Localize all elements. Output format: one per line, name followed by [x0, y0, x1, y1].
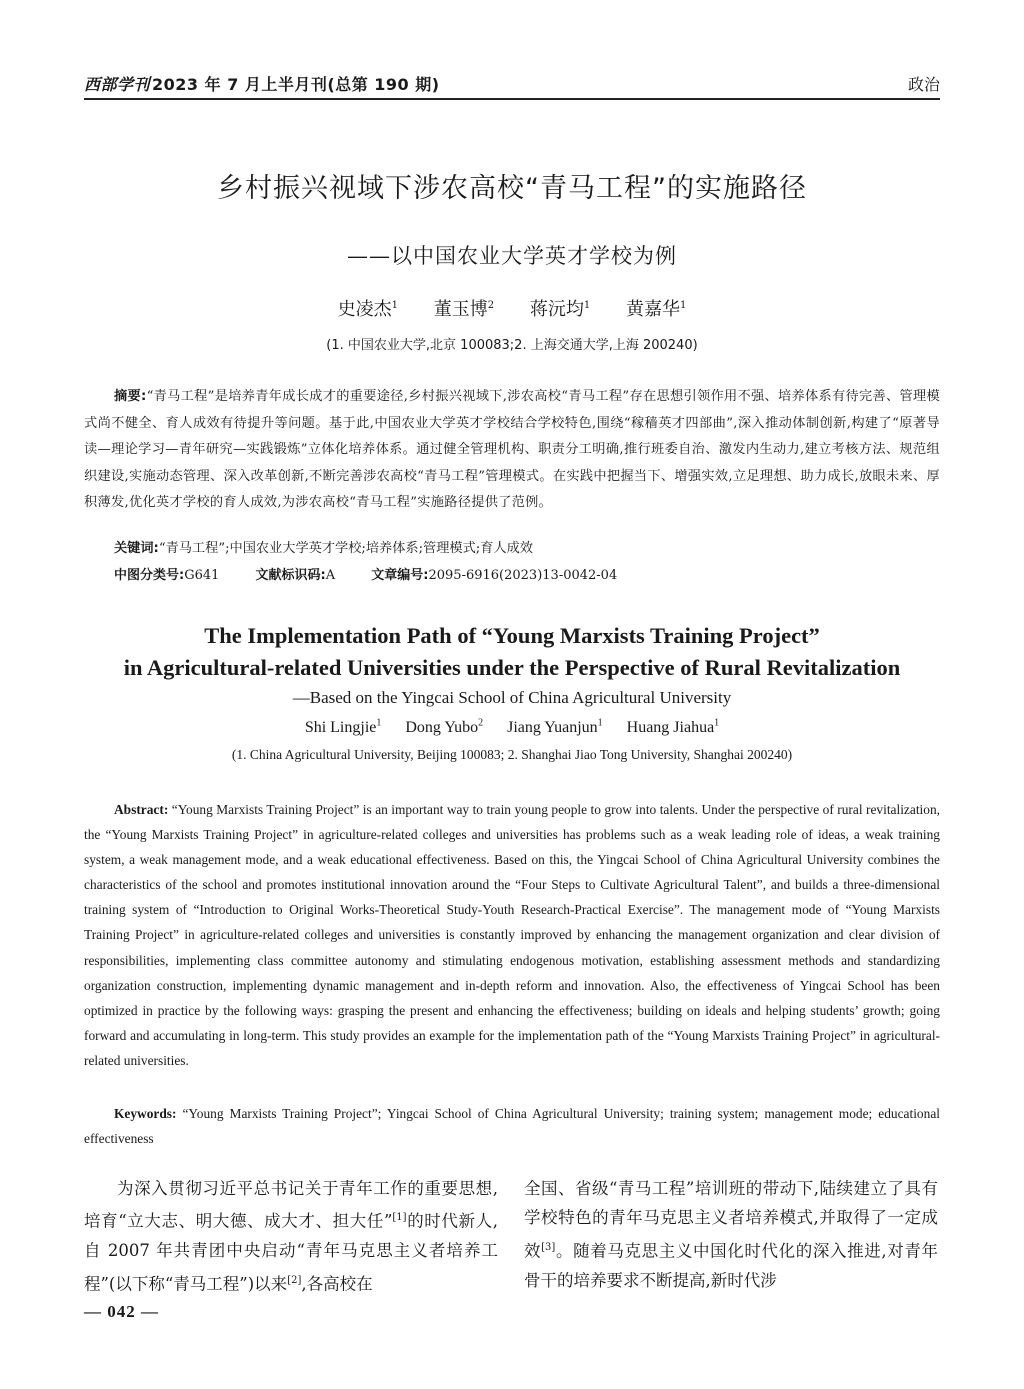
author-aff: 1	[376, 718, 382, 729]
subtitle-en: —Based on the Yingcai School of China Agricultural University	[292, 688, 732, 707]
document-code	[256, 568, 336, 583]
abstract-cn	[84, 384, 940, 517]
body-text: ,各高校在	[301, 1274, 373, 1294]
keywords-en-label: Keywords:	[114, 1106, 177, 1121]
abstract-cn-text: “青马工程”是培养青年成长成才的重要途径,乡村振兴视域下,涉农高校“青马工程”存在思想引领作用不强、培养体系有待完善、管理模式尚不健全、育人成效有待提升等问题。基于此,中国农业大学英才学校结合学校特色,围绕“稼穑英才四部曲”,深入推动体制创新,构建了“原著导读—理论学习—青年研究—实践锻炼”立体化培养体系。通过健全管理机构、职责分工明确,推行班委自治、激发内生动力,建立考核方法、规范组织建设,实施动态管理、深入改革创新,不断完善涉农高校“青马工程”管理模式。在实践中把握当下、增强实效,立足理想、助力成长,放眼未来、厚积薄发,优化英才学校的育人成效,为涉农高校“青马工程”实施路径提供了范例。	[84, 389, 940, 510]
author-aff: 1	[391, 300, 399, 311]
title-cn: 乡村振兴视域下涉农高校“青马工程”的实施路径	[217, 173, 807, 204]
author-en	[405, 719, 483, 736]
section-label: 政治	[907, 75, 940, 94]
abstract-en	[84, 797, 940, 1073]
abstract-cn-label: 摘要:	[114, 389, 147, 404]
author-name: 蒋沅均	[529, 299, 584, 320]
affiliations-cn: (1. 中国农业大学,北京 100083;2. 上海交通大学,上海 200240)	[326, 338, 698, 353]
author-aff: 1	[714, 718, 720, 729]
author-aff: 1	[597, 718, 603, 729]
body-text: 全国、省级“青马工程”培训班的带动下,陆续建立了具有学校特色的青年马克思主义者培养模式,并取得了一定成效	[524, 1179, 938, 1261]
author-en	[627, 719, 720, 736]
body-column-left	[84, 1174, 498, 1299]
author-aff: 2	[487, 300, 495, 311]
article-value: 2095-6916(2023)13-0042-04	[428, 568, 618, 583]
running-header	[84, 72, 940, 100]
article-label: 文章编号:	[371, 568, 429, 583]
clc-label: 中图分类号:	[114, 568, 185, 583]
author-cn	[338, 299, 398, 320]
clc-value: G641	[184, 568, 220, 583]
author-en	[507, 719, 603, 736]
title-en	[0, 620, 1024, 684]
affiliations-en: (1. China Agricultural University, Beijing 100083; 2. Shanghai Jiao Tong University, Shanghai 200240)	[231, 747, 793, 762]
title-en-line1: The Implementation Path of “Young Marxists Training Project”	[204, 623, 820, 648]
article-number	[371, 568, 617, 583]
authors-cn	[0, 295, 1024, 321]
author-name: 董玉博	[433, 299, 488, 320]
keywords-cn-label: 关键词:	[114, 541, 159, 556]
keywords-en-text: “Young Marxists Training Project”; Yingcai School of China Agricultural University; training system; management mode; educational effectiveness	[84, 1106, 940, 1146]
body-text: 。随着马克思主义中国化时代化的深入推进,对青年骨干的培养要求不断提高,新时代涉	[524, 1241, 939, 1290]
issue-label: 2023 年 7 月上半月刊(总第 190 期)	[152, 75, 440, 94]
authors-en	[0, 718, 1024, 737]
body-column-right	[524, 1174, 938, 1295]
author-name: Shi Lingjie	[304, 719, 377, 737]
journal-issue-info	[84, 72, 440, 95]
citation-ref[interactable]: [2]	[287, 1274, 302, 1286]
abstract-en-text: “Young Marxists Training Project” is an important way to train young people to grow into talents. Under the perspective of rural revitalization, the “Young Marxists Training Project” in agriculture-related colleges and universities has problems such as a weak leading role of ideas, a weak training system, a weak management mode, and a weak educational effectiveness. Based on this, the Yingcai School of China Agricultural University combines the characteristics of the school and promotes institutional innovation around the “Four Steps to Cultivate Agricultural Talent”, and builds a three-dimensional training system of “Introduction to Original Works-Theoretical Study-Youth Research-Practical Exercise”. The management mode of “Young Marxists Training Project” in agriculture-related colleges and universities is constantly improved by enhancing the management organization and clear division of responsibilities, implementing class committee autonomy and stimulating endogenous motivation, establishing assessment methods and standardizing organization construction, implementing dynamic management and in-depth reform and innovation. Also, the effectiveness of Yingcai School has been optimized in practice by the following ways: grasping the present and enhancing the effectiveness; building on ideals and helping students’ growth; going forward and accumulating in long-term. This study provides an example for the implementation path of the “Young Marxists Training Project” in agricultural-related universities.	[84, 802, 940, 1068]
subtitle-cn: ——以中国农业大学英才学校为例	[347, 244, 677, 268]
page-number: — 042 —	[84, 1302, 159, 1321]
clc-number	[114, 568, 219, 583]
author-name: 黄嘉华	[625, 299, 680, 320]
body-text: 的时代新人,自 2007 年共青团中央启动“青年马克思主义者培养工程”(以下称“青马工程”)以来	[84, 1211, 498, 1294]
author-name: Dong Yubo	[405, 719, 479, 737]
author-aff: 2	[478, 718, 484, 729]
author-cn	[626, 299, 686, 320]
keywords-cn-text: “青马工程”;中国农业大学英才学校;培养体系;管理模式;育人成效	[158, 541, 533, 556]
keywords-cn	[84, 538, 940, 560]
citation-ref[interactable]: [3]	[541, 1241, 556, 1253]
header-divider	[84, 98, 940, 100]
author-name: 史凌杰	[337, 299, 392, 320]
author-cn	[434, 299, 494, 320]
doc-value: A	[325, 568, 336, 583]
author-name: Huang Jiahua	[626, 719, 715, 737]
author-name: Jiang Yuanjun	[507, 719, 598, 737]
abstract-en-label: Abstract:	[114, 802, 169, 817]
journal-logo: 西部学刊	[84, 75, 151, 94]
body-text: 为深入贯彻习近平总书记关于青年工作的重要思想,培育“立大志、明大德、成大才、担大任”	[84, 1179, 498, 1231]
author-aff: 1	[583, 300, 591, 311]
doc-label: 文献标识码:	[255, 568, 326, 583]
author-en	[305, 719, 382, 736]
keywords-en	[84, 1101, 940, 1151]
citation-ref[interactable]: [1]	[392, 1212, 407, 1224]
title-en-line2: in Agricultural-related Universities under the Perspective of Rural Revitalization	[123, 655, 901, 680]
author-aff: 1	[679, 300, 687, 311]
author-cn	[530, 299, 590, 320]
classification-line	[114, 565, 940, 587]
